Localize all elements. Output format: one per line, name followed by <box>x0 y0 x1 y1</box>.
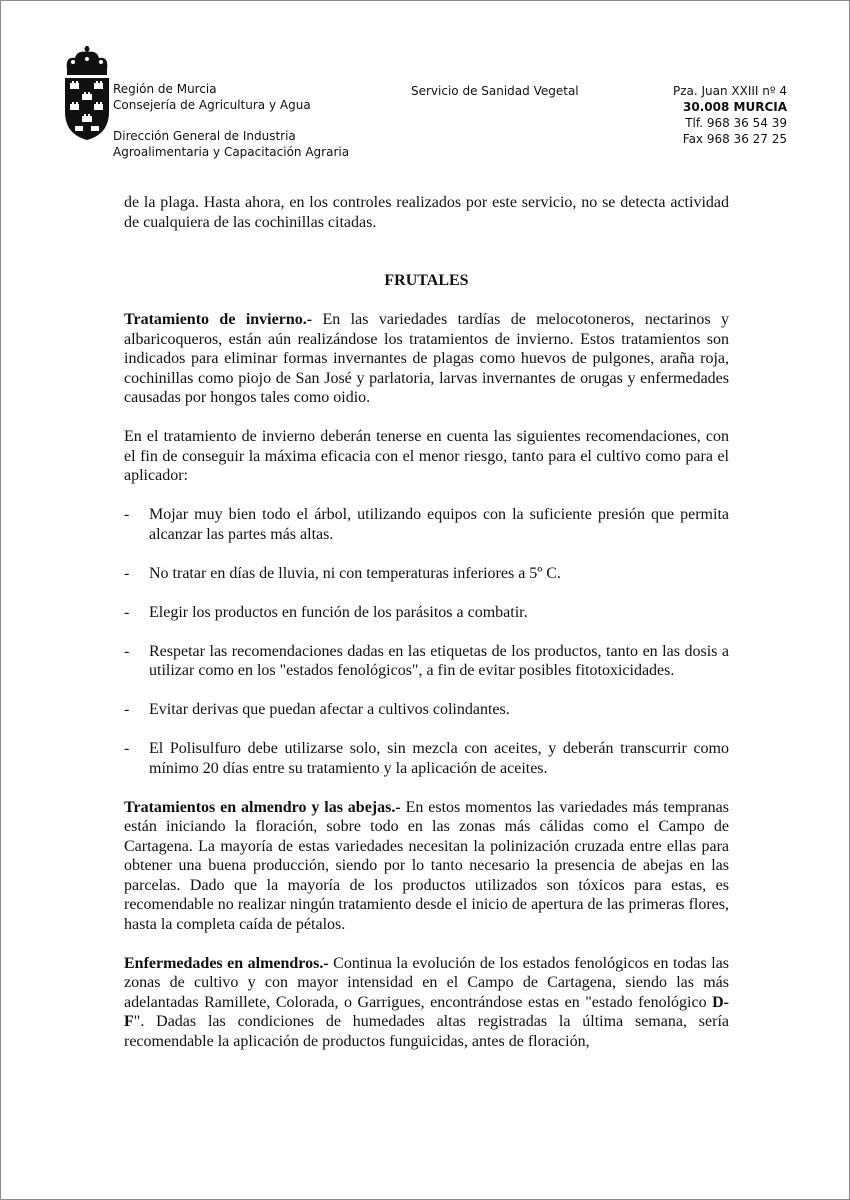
document-body <box>124 193 729 1051</box>
address: Pza. Juan XXIII nº 4 <box>672 84 787 98</box>
org-consejeria: Consejería de Agricultura y Agua <box>113 98 311 112</box>
almond-diseases-heading: Enfermedades en almendros.- <box>124 954 329 972</box>
almond-bees-heading: Tratamientos en almendro y las abejas.- <box>124 798 401 816</box>
phone: Tlf. 968 36 54 39 <box>685 116 787 130</box>
paragraph-almond-bees <box>124 798 729 935</box>
list-dash: - <box>124 506 130 523</box>
direction-block <box>113 128 349 160</box>
paragraph-almond-diseases <box>124 954 729 1052</box>
phenological-stage: D-F <box>124 993 729 1030</box>
org-region: Región de Murcia <box>113 82 217 96</box>
list-dash: - <box>124 740 130 757</box>
paragraph-recommendations: En el tratamiento de invierno deberán tenerse en cuenta las siguientes recomendaciones, con el fin de conseguir la máxima eficacia con el menor riesgo, tanto para el cultivo como para el aplicador: <box>124 428 729 484</box>
service-name: Servicio de Sanidad Vegetal <box>411 84 579 98</box>
section-title: FRUTALES <box>384 272 469 289</box>
direction-line-2: Agroalimentaria y Capacitación Agraria <box>113 145 350 159</box>
region-murcia-coat-of-arms-icon <box>61 46 113 142</box>
intro-paragraph: de la plaga. Hasta ahora, en los controles realizados por este servicio, no se detecta actividad de cualquiera de las cochinillas citadas. <box>124 194 729 231</box>
winter-treatment-text: En las variedades tardías de melocotoneros, nectarinos y albaricoqueros, están aún realizándose los tratamientos de invierno. Estos tratamientos son indicados para eliminar formas invernantes de plagas como huevos de pulgones, araña roja, cochinillas como piojo de San José y parlatoria, larvas invernantes de orugas y enfermedades causadas por hongos tales como oidio. <box>124 311 729 406</box>
list-item: - Mojar muy bien todo el árbol, utilizando equipos con la suficiente presión que permita alcanzar las partes más altas. <box>124 506 729 543</box>
almond-bees-text: En estos momentos las variedades más tempranas están iniciando la floración, sobre todo en las zonas más cálidas como el Campo de Cartagena. La mayoría de estas variedades necesitan la polinización cruzada entre ellas para obtener una buena producción, siendo por lo tanto necesario la presencia de abejas en las parcelas. Dado que la mayoría de los productos utilizados son tóxicos para estas, es recomendable no realizar ningún tratamiento desde el inicio de apertura de las primeras flores, hasta la completa caída de pétalos. <box>124 798 730 933</box>
paragraph-winter-treatment <box>124 310 729 408</box>
fax: Fax 968 36 27 25 <box>682 132 787 146</box>
list-item: - El Polisulfuro debe utilizarse solo, sin mezcla con aceites, y deberán transcurrir como mínimo 20 días entre su tratamiento y la aplicación de aceites. <box>124 740 729 777</box>
contact-block <box>673 83 787 147</box>
direction-line-1: Dirección General de Industria <box>113 129 296 143</box>
almond-diseases-text-a: Continua la evolución de los estados fenológicos en todas las zonas de cultivo y con mayor intensidad en el Campo de Cartagena, siendo las más adelantadas Ramillete, Colorada, o Garrigues, encontrándose estas en "estado fenológico <box>124 954 729 1011</box>
almond-diseases-text-b: ". Dadas las condiciones de humedades altas registradas la última semana, sería recomendable la aplicación de productos funguicidas, antes de floración, <box>124 1013 729 1050</box>
list-item: - No tratar en días de lluvia, ni con temperaturas inferiores a 5º C. <box>124 564 561 582</box>
list-item: - Elegir los productos en función de los parásitos a combatir. <box>124 603 528 621</box>
organization-block <box>113 81 311 113</box>
list-dash: - <box>124 564 130 582</box>
city: 30.008 MURCIA <box>683 100 787 114</box>
winter-treatment-heading: Tratamiento de invierno.- <box>124 311 313 328</box>
list-dash: - <box>124 701 130 718</box>
list-dash: - <box>124 603 130 621</box>
list-item: - Respetar las recomendaciones dadas en las etiquetas de los productos, tanto en las dosis a utilizar como en los "estados fenológicos", a fin de evitar posibles fitotoxicidades. <box>124 642 729 679</box>
list-item: - Evitar derivas que puedan afectar a cultivos colindantes. <box>124 701 510 718</box>
list-dash: - <box>124 642 130 660</box>
